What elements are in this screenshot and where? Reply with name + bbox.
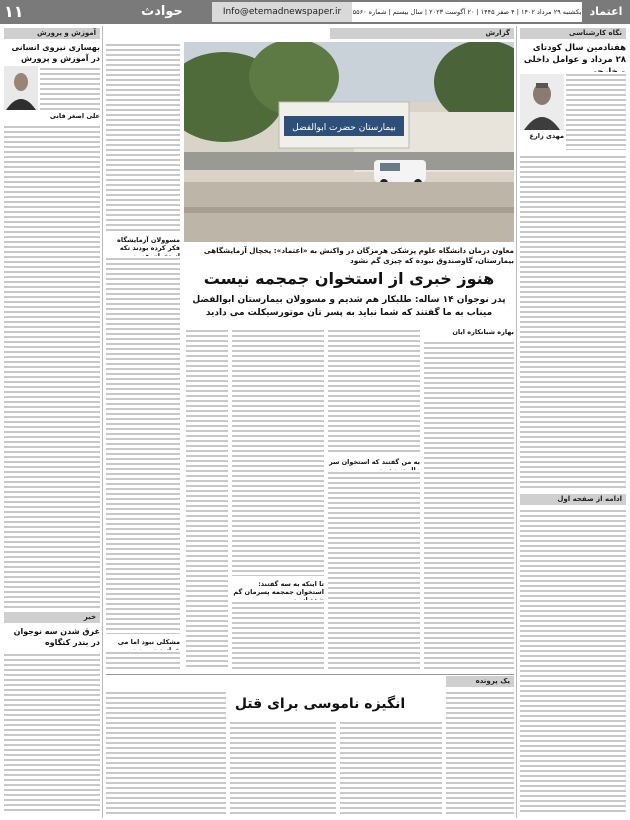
subhead-missing-bone: تا اینکه به سه گفتند: استخوان جمجمه پسرمان گم xyxy=(233,580,324,596)
page-number: ۱۱ xyxy=(4,2,24,21)
article-byline: بهاره شبانکاره ایان xyxy=(452,328,514,336)
section-label-report: گزارش xyxy=(330,28,514,39)
news-text xyxy=(4,652,100,814)
bottom-story-column-3 xyxy=(230,720,336,814)
section-label-case-file: یک پرونده xyxy=(446,676,514,687)
columnist-photo xyxy=(4,66,38,110)
bottom-story-column-4 xyxy=(106,690,226,814)
article-kicker: معاون درمان دانشگاه علوم پزشکی هرمزگان در واکنش به «اعتماد»: یخچال آزمایشگاهی بیمارستان، گاوصندوق نبوده که چیزی گم نشود xyxy=(203,246,514,265)
article-column-4b xyxy=(106,256,180,634)
continuation-label: ادامه از صفحه اول xyxy=(520,494,626,505)
article-subheadline: پدر نوجوان ۱۴ ساله: طلبکار هم شدیم و مسوولان بیمارستان ابوالفضل میناب به ما گفتند که شما نباید به پسر تان موتورسیکلت می دادید xyxy=(192,295,506,318)
right-column-text-continued xyxy=(520,508,626,814)
newspaper-logo: اعتماد xyxy=(589,5,623,18)
column-divider xyxy=(516,26,517,818)
article-column-5 xyxy=(186,328,228,670)
right-column-text xyxy=(520,154,626,490)
left-column-text-top xyxy=(40,66,100,110)
section-title: حوادث xyxy=(141,4,183,19)
left-column-title: بهسازی نیروی انسانی در آموزش و پرورش xyxy=(11,43,100,63)
bottom-story-title: انگیزه ناموسی برای قتل xyxy=(234,696,406,712)
hospital-photo xyxy=(184,42,514,242)
subhead-question: مشکلی نبود اما می xyxy=(117,638,180,646)
story-divider xyxy=(106,674,514,675)
news-title: غرق شدن سه نوجوان در بندر کنگاوه xyxy=(13,627,100,647)
subhead-skull-bone: به من گفتند که استخوان سر xyxy=(328,458,420,466)
columnist-name: علی اصغر فانی xyxy=(49,112,100,120)
article-column-2a xyxy=(328,328,420,454)
page-header xyxy=(0,0,630,24)
subhead-lab-bone: مسوولان آزمایشگاه فکر کرده بودند تکه xyxy=(117,236,180,252)
email-address[interactable]: Info@etemadnewspaper.ir xyxy=(212,2,352,22)
author-photo xyxy=(520,74,564,130)
dateline: یکشنبه ۲۹ مرداد ۱۴۰۲ | ۴ صفر ۱۴۴۵ | ۲۰ آگوست ۲۰۲۳ | سال بیستم | شماره ۵۵۶۰ xyxy=(352,2,582,22)
column-label-education: آموزش و پرورش xyxy=(4,28,100,39)
right-column-title: هفتادمین سال کودتای ۲۸ مرداد و عوامل داخلی xyxy=(523,43,626,65)
article-column-4a xyxy=(106,42,180,232)
article-column-2b xyxy=(328,470,420,670)
column-label-expert-view: نگاه کارشناسی xyxy=(520,28,626,39)
bottom-story-column-2 xyxy=(340,720,442,814)
hospital-sign-text: بیمارستان حضرت ابوالفضل xyxy=(292,123,396,133)
author-name: مهدی زارع xyxy=(529,132,564,140)
article-column-3b xyxy=(232,600,324,670)
right-column-text-top xyxy=(566,72,626,150)
article-column-3a xyxy=(232,328,324,576)
article-column-4c xyxy=(106,650,180,670)
left-column-text xyxy=(4,124,100,608)
news-label: خبر xyxy=(4,612,100,623)
bottom-story-column-1 xyxy=(446,690,514,814)
article-headline: هنوز خبری از استخوان جمجمه نیست xyxy=(203,269,495,288)
article-column-1 xyxy=(424,340,514,670)
left-column-divider xyxy=(102,26,103,818)
